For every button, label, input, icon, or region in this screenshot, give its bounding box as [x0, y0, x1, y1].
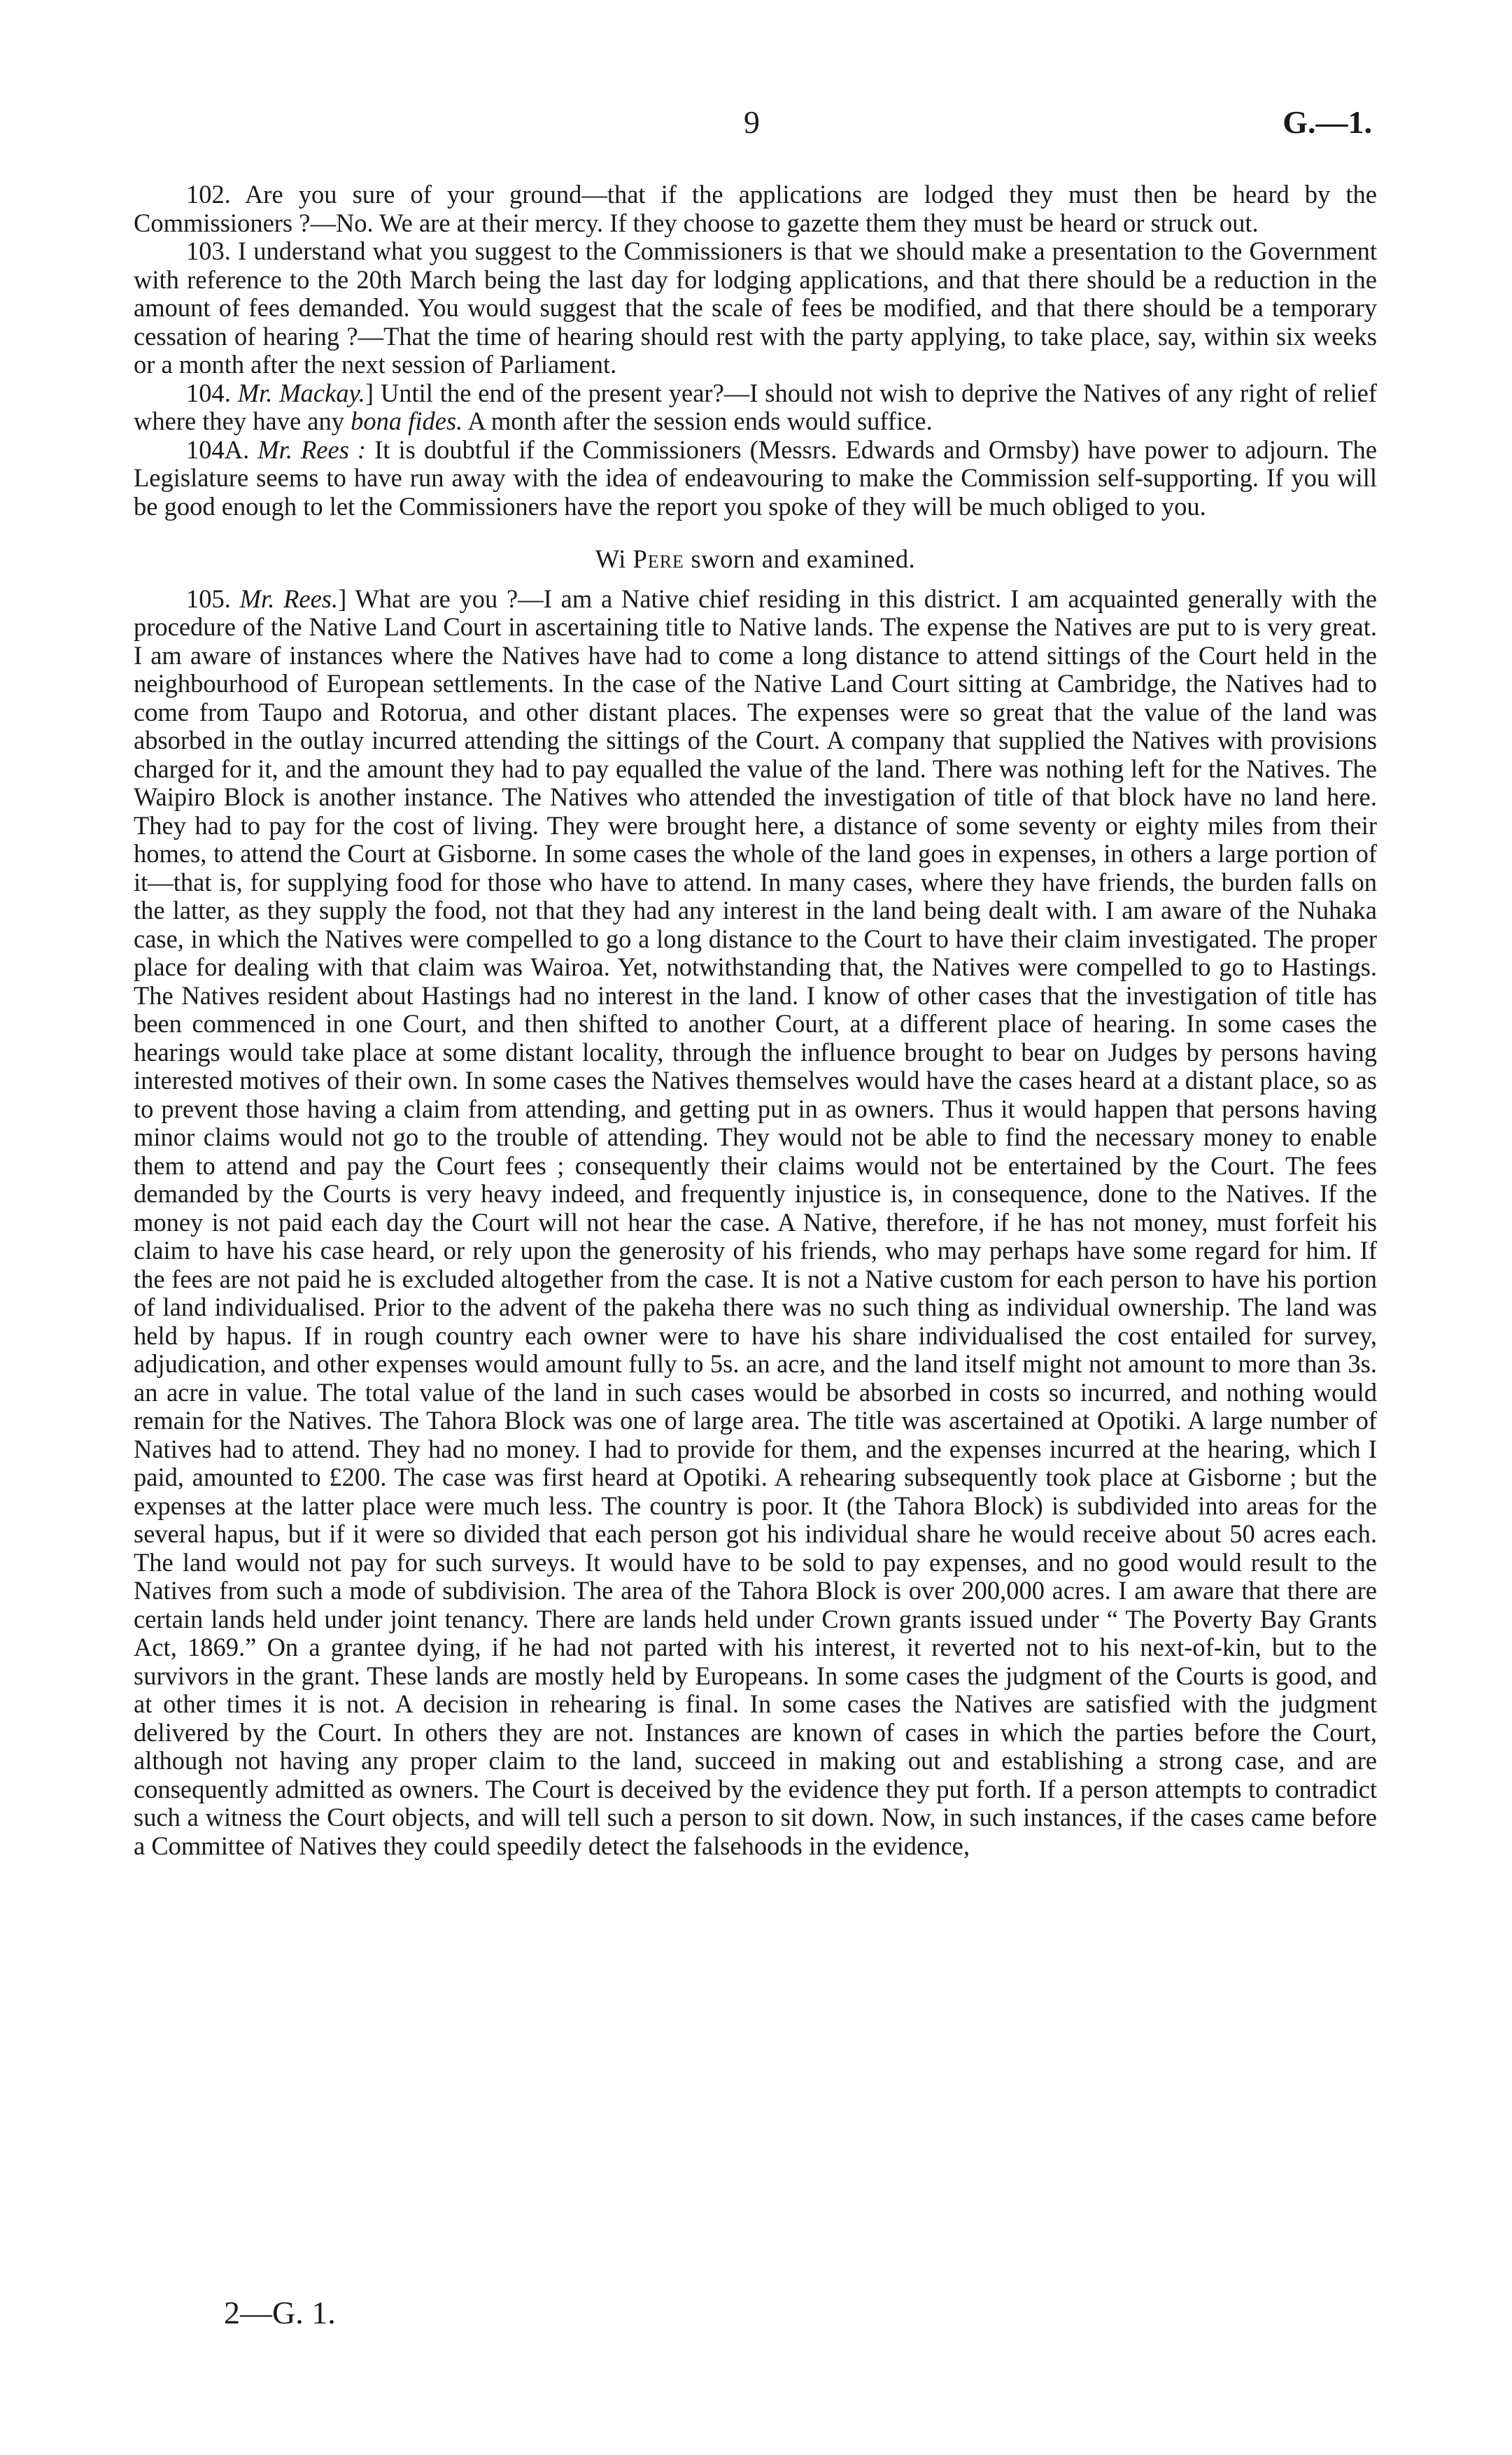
question-number: 104.: [186, 378, 231, 407]
speaker-name: Mr. Rees.: [239, 584, 339, 613]
question-103: 103. I understand what you suggest to the Commissioners is that we should make a presentation to the Government with reference to the 20th March being the last day for lodging applications, and that there should be a reduction in the amount of fees demanded. You would suggest that the scale of fees be modified, and that there should be a temporary cessation of hearing ?—That the time of hearing should rest with the party applying, to take place, say, within six weeks or a month after the next session of Parliament.: [134, 237, 1377, 379]
question-text: ] What are you ?—I am a Native chief residing in this district. I am acquainted generally with the procedure of the Native Land Court in ascertaining title to Native lands. The expense the Natives are put to is very great. I am aware of instances where the Natives have had to come a long distance to attend sittings of the Court held in the neighbourhood of European settlements. In the case of the Native Land Court sitting at Cambridge, the Natives had to come from Taupo and Rotorua, and other distant places. The expenses were so great that the value of the land was absorbed in the outlay incurred attending the sittings of the Court. A company that supplied the Natives with provisions charged for it, and the amount they had to pay equalled the value of the land. There was nothing left for the Natives. The Waipiro Block is another instance. The Natives who attended the investigation of title of that block have no land here. They had to pay for the cost of living. They were brought here, a distance of some seventy or eighty miles from their homes, to attend the Court at Gisborne. In some cases the whole of the land goes in expenses, in others a large portion of it—that is, for supplying food for those who have to attend. In many cases, where they have friends, the burden falls on the latter, as they supply the food, not that they had any interest in the land being dealt with. I am aware of the Nuhaka case, in which the Natives were compelled to go a long distance to the Court to have their claim investigated. The proper place for dealing with that claim was Wairoa. Yet, notwithstanding that, the Natives were compelled to go to Hastings. The Natives resident about Hastings had no interest in the land. I know of other cases that the investigation of title has been commenced in one Court, and then shifted to another Court, at a different place of hearing. In some cases the hearings would take place at some distant locality, through the influence brought to bear on Judges by persons having interested motives of their own. In some cases the Natives themselves would have the cases heard at a distant place, so as to prevent those having a claim from attending, and getting put in as owners. Thus it would happen that persons having minor claims would not go to the trouble of attending. They would not be able to find the necessary money to enable them to attend and pay the Court fees ; consequently their claims would not be entertained by the Court. The fees demanded by the Courts is very heavy indeed, and frequently injustice is, in consequence, done to the Natives. If the money is not paid each day the Court will not hear the case. A Native, therefore, if he has not money, must forfeit his claim to have his case heard, or rely upon the generosity of his friends, who may perhaps have some regard for him. If the fees are not paid he is excluded altogether from the case. It is not a Native custom for each person to have his portion of land individualised. Prior to the advent of the pakeha there was no such thing as individual ownership. The land was held by hapus. If in rough country each owner were to have his share individualised the cost entailed for survey, adjudication, and other expenses would amount fully to 5s. an acre, and the land itself might not amount to more than 3s. an acre in value. The total value of the land in such cases would be absorbed in costs so incurred, and nothing would remain for the Natives. The Tahora Block was one of large area. The title was ascertained at Opotiki. A large number of Natives had to attend. They had no money. I had to provide for them, and the expenses incurred at the hearing, which I paid, amounted to £200. The case was first heard at Opotiki. A rehearing subsequently took place at Gisborne ; but the expenses at the latter place were much less. The country is poor. It (the Tahora Block) is subdivided into areas for the several hapus, but if it were so divided that each person got his individual share he would receive about 50 acres each. The land would not pay for such surveys. It would have to be sold to pay expenses, and no good would result to the Natives from such a mode of subdivision. The area of the Tahora Block is over 200,000 acres. I am aware that there are certain lands held under joint tenancy. There are lands held under Crown grants issued under “ The Poverty Bay Grants Act, 1869.” On a grantee dying, if he had not parted with his interest, it reverted not to his next-of-kin, but to the survivors in the grant. These lands are mostly held by Europeans. In some cases the judgment of the Courts is good, and at other times it is not. A decision in rehearing is final. In some cases the Natives are satisfied with the judgment delivered by the Court. In others they are not. Instances are known of cases in which the parties before the Court, although not having any proper claim to the land, succeed in making out and establishing a strong case, and are consequently admitted as owners. The Court is deceived by the evidence they put forth. If a person attempts to contradict such a witness the Court objects, and will tell such a person to sit down. Now, in such instances, if the cases came before a Committee of Natives they could speedily detect the falsehoods in the evidence,: [134, 584, 1378, 1860]
question-105: [134, 585, 1377, 1861]
speaker-name: Mr. Mackay.: [237, 378, 365, 407]
question-text: A month after the session ends would suffice.: [462, 407, 933, 435]
section-heading: [134, 545, 1377, 574]
question-text: ] Until the end of the present year?—I should not wish to deprive the Natives of any right of relief where they have any: [134, 378, 1378, 435]
heading-name-surname: Pere: [633, 544, 684, 573]
document-reference: G.—1.: [1283, 104, 1372, 140]
question-number: 104A.: [186, 435, 250, 464]
question-number: 105.: [186, 584, 231, 613]
speaker-name: Mr. Rees :: [257, 435, 367, 464]
question-text: It is doubtful if the Commissioners (Messrs. Edwards and Ormsby) have power to adjourn. The Legislature seems to have run away with the idea of endeavouring to make the Commission self-supporting. If you will be good enough to let the Commissioners have the report you spoke of they will be much obliged to you.: [134, 435, 1378, 521]
question-102: 102. Are you sure of your ground—that if the applications are lodged they must then be heard by the Commissioners ?—No. We are at their mercy. If they choose to gazette them they must be heard or struck out.: [134, 180, 1377, 237]
italic-phrase: bona fides.: [351, 407, 463, 435]
signature-mark: 2—G. 1.: [224, 2295, 336, 2330]
heading-rest: sworn and examined.: [684, 544, 916, 573]
document-body: [134, 181, 1377, 1860]
question-104: [134, 379, 1377, 436]
heading-name-first: Wi: [595, 544, 633, 573]
question-104a: [134, 436, 1377, 521]
page-number: 9: [744, 104, 760, 140]
